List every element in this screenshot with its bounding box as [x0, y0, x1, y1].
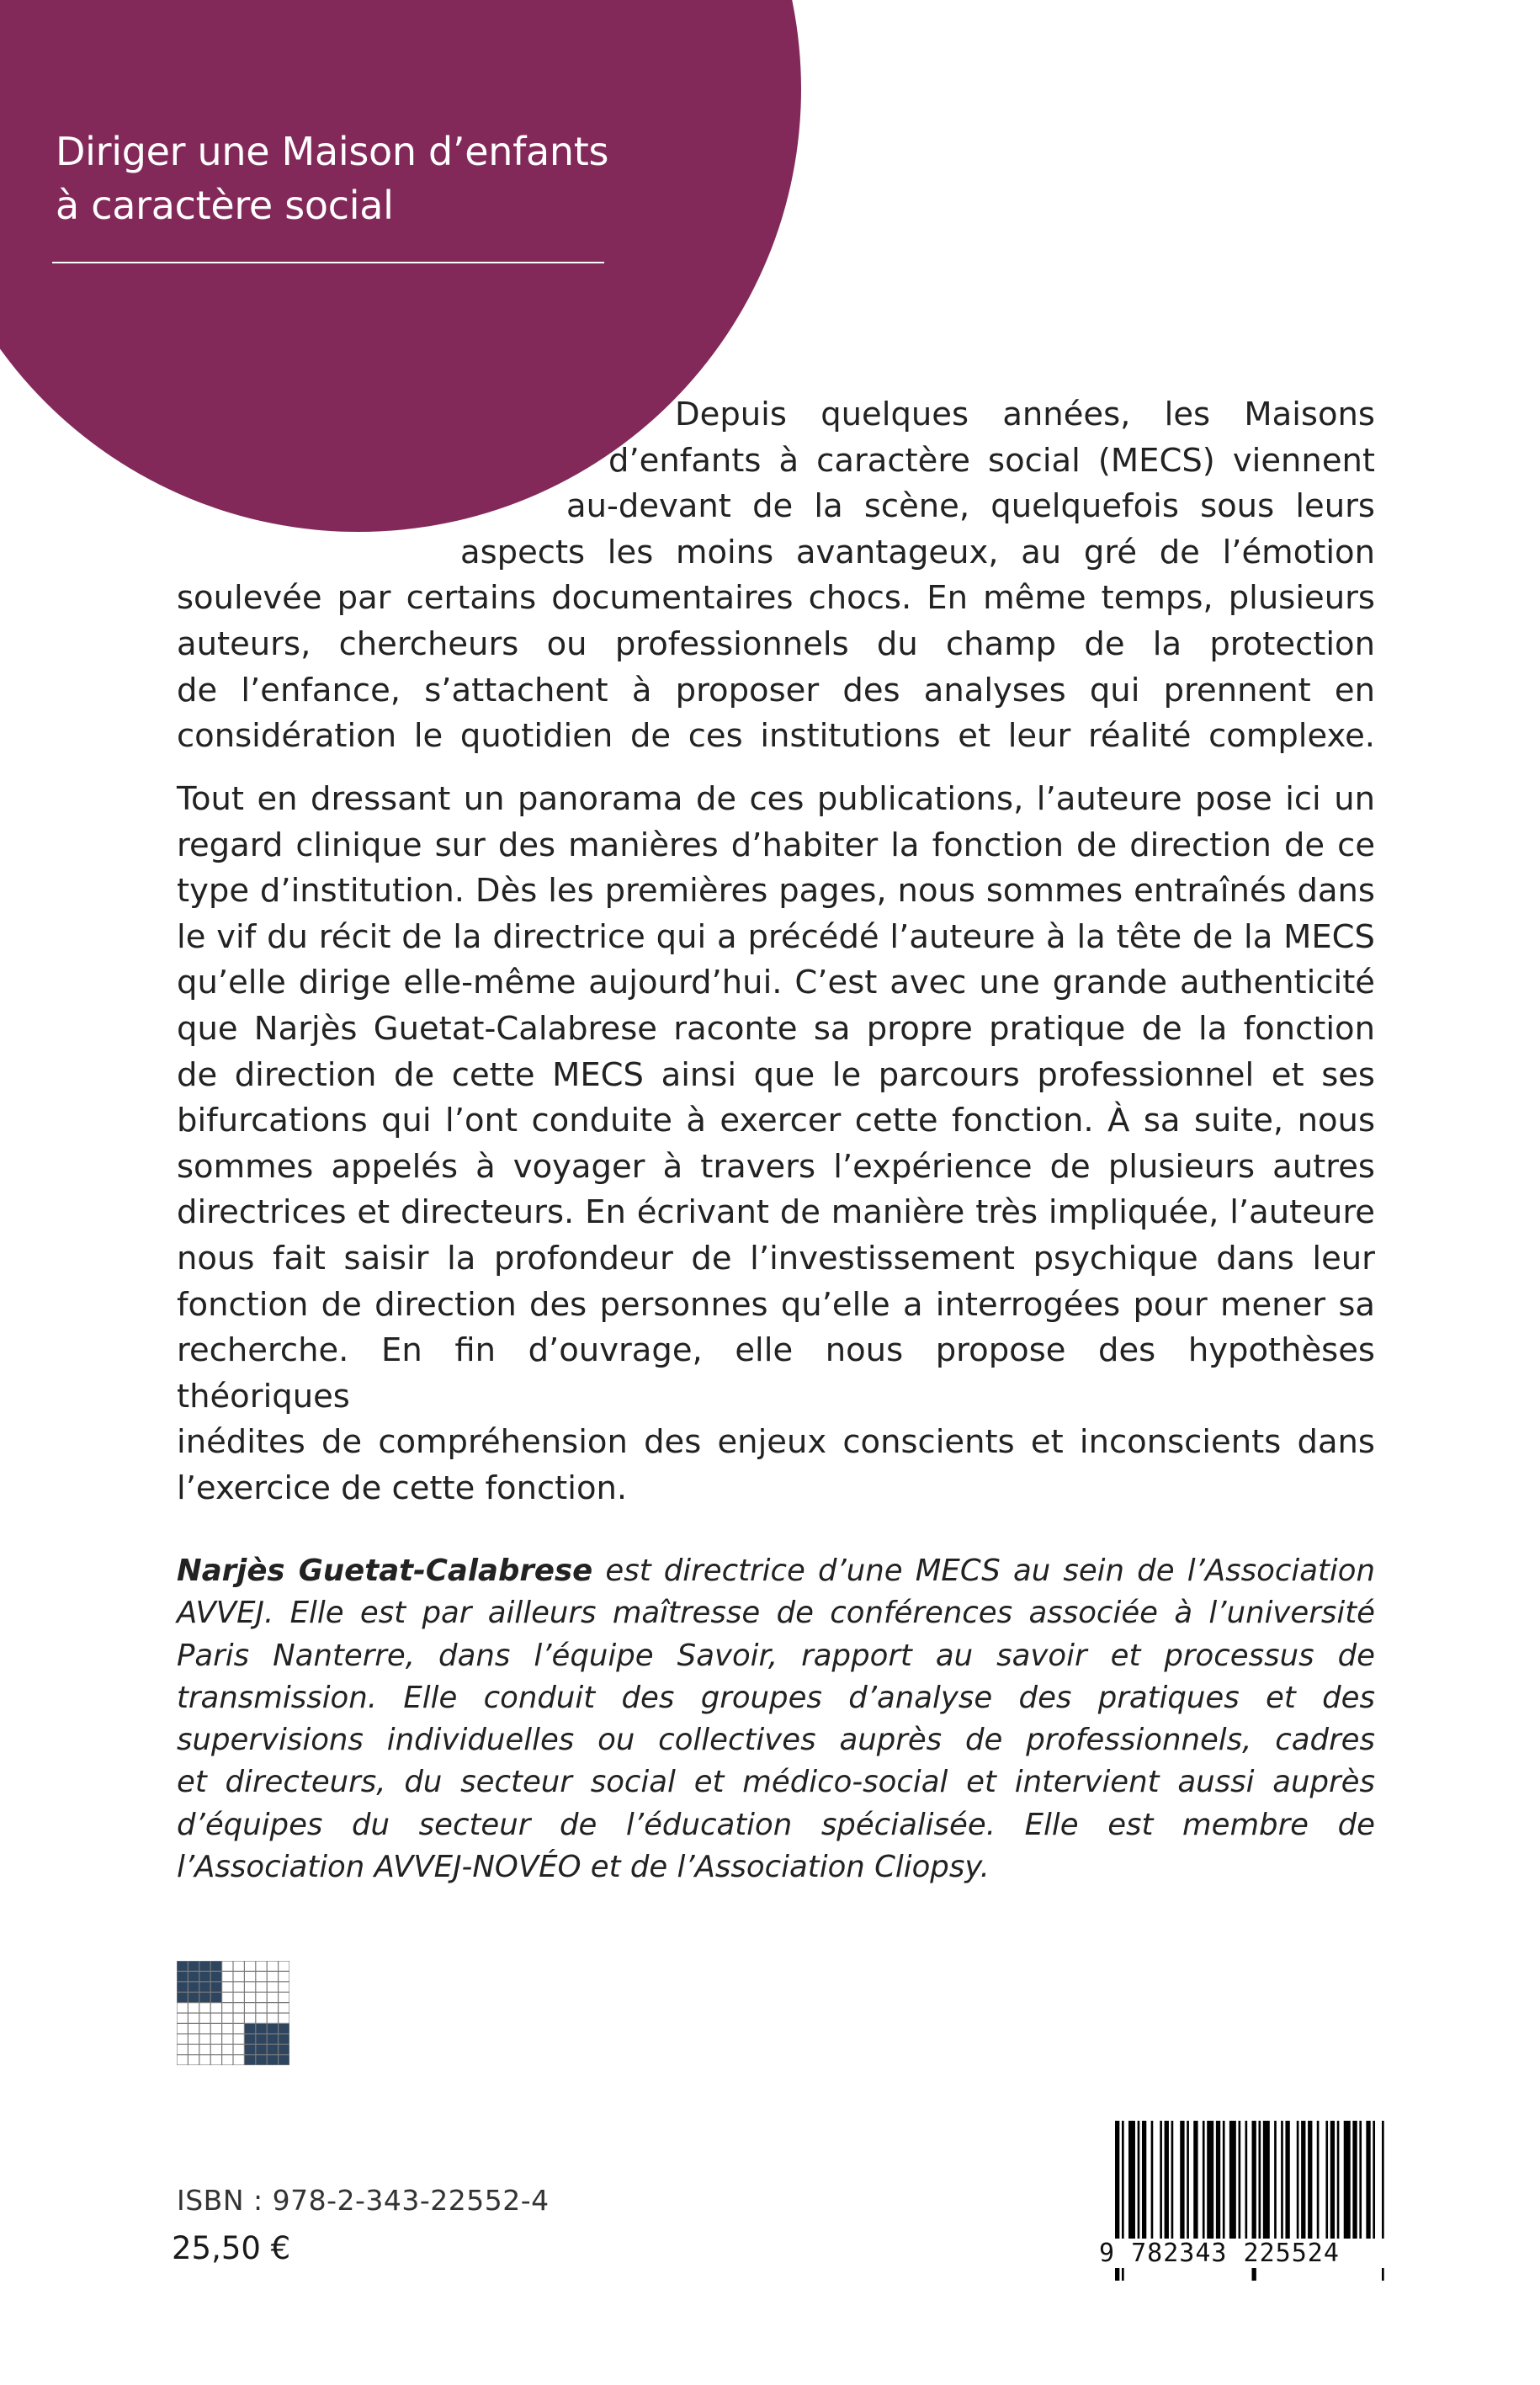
author-bio-line: supervisions individuelles ou collectives auprès de professionnels, cadres: [177, 1723, 1375, 1758]
summary-line: fonction de direction des personnes qu’elle a interrogées pour mener sa: [177, 1285, 1375, 1324]
summary-line: Tout en dressant un panorama de ces publications, l’auteure pose ici un: [177, 780, 1375, 818]
summary-line: Depuis quelques années, les Maisons: [675, 396, 1375, 433]
author-bio-line: et directeurs, du secteur social et médico-social et intervient aussi auprès: [177, 1765, 1375, 1800]
summary-line: au-devant de la scène, quelquefois sous leurs: [566, 487, 1375, 526]
author-bio-line: Paris Nanterre, dans l’équipe Savoir, rapport au savoir et processus de: [177, 1638, 1375, 1673]
isbn-text: ISBN : 978-2-343-22552-4: [177, 2184, 550, 2217]
summary-line: l’exercice de cette fonction.: [177, 1469, 628, 1507]
summary-line: auteurs, chercheurs ou professionnels du champ de la protection: [177, 624, 1375, 663]
summary-line: que Narjès Guetat-Calabrese raconte sa propre pratique de la fonction: [177, 1009, 1375, 1048]
title-divider: [52, 262, 604, 263]
author-bio-line: l’Association AVVEJ-NOVÉO et de l’Association Cliopsy.: [177, 1850, 990, 1885]
summary-line: de l’enfance, s’attachent à proposer des analyses qui prennent en: [177, 671, 1375, 709]
summary-line: bifurcations qui l’ont conduite à exercer cette fonction. À sa suite, nous: [177, 1102, 1375, 1140]
summary-line: aspects les moins avantageux, au gré de l’émotion: [460, 533, 1375, 571]
summary-line: qu’elle dirige elle-même aujourd’hui. C’est avec une grande authenticité: [177, 964, 1375, 1002]
book-title-line-2: à caractère social: [56, 183, 394, 228]
summary-paragraph-1: [177, 392, 1375, 760]
summary-line: soulevée par certains documentaires chocs. En même temps, plusieurs: [177, 579, 1375, 618]
summary-line: directrices et directeurs. En écrivant de manière très impliquée, l’auteure: [177, 1193, 1375, 1232]
author-bio-text: est directrice d’une MECS au sein de l’Association: [592, 1554, 1375, 1588]
price-text: 25,50 €: [172, 2230, 291, 2266]
summary-line: inédites de compréhension des enjeux conscients et inconscients dans: [177, 1423, 1375, 1462]
author-bio: [177, 1550, 1375, 1888]
book-title: [56, 125, 628, 232]
author-bio-line: d’équipes du secteur de l’éducation spécialisée. Elle est membre de: [177, 1807, 1375, 1842]
summary-paragraph-2: [177, 777, 1375, 1512]
author-bio-line: AVVEJ. Elle est par ailleurs maîtresse de conférences associée à l’université: [177, 1596, 1375, 1631]
summary-line: nous fait saisir la profondeur de l’investissement psychique dans leur: [177, 1239, 1375, 1277]
summary-line: considération le quotidien de ces institutions et leur réalité complexe.: [177, 717, 1375, 756]
summary-line: recherche. En fin d’ouvrage, elle nous propose des hypothèses théoriques: [177, 1331, 1375, 1416]
summary-line: sommes appelés à voyager à travers l’expérience de plusieurs autres: [177, 1147, 1375, 1186]
grid-logo-icon: [177, 1961, 289, 2065]
author-bio-first-line: [177, 1550, 1375, 1592]
author-bio-line: transmission. Elle conduit des groupes d’analyse des pratiques et des: [177, 1680, 1375, 1715]
summary-line: type d’institution. Dès les premières pages, nous sommes entraînés dans: [177, 872, 1375, 911]
book-title-line-1: Diriger une Maison d’enfants: [56, 129, 609, 174]
summary-line: regard clinique sur des manières d’habiter la fonction de direction de ce: [177, 826, 1375, 864]
author-name: Narjès Guetat-Calabrese: [177, 1554, 593, 1588]
barcode-digits: 9 782343 225524: [1099, 2239, 1389, 2268]
summary-line: d’enfants à caractère social (MECS) viennent: [608, 441, 1375, 480]
summary-line: de direction de cette MECS ainsi que le parcours professionnel et ses: [177, 1055, 1375, 1094]
summary-line: le vif du récit de la directrice qui a précédé l’auteure à la tête de la MECS: [177, 917, 1375, 956]
